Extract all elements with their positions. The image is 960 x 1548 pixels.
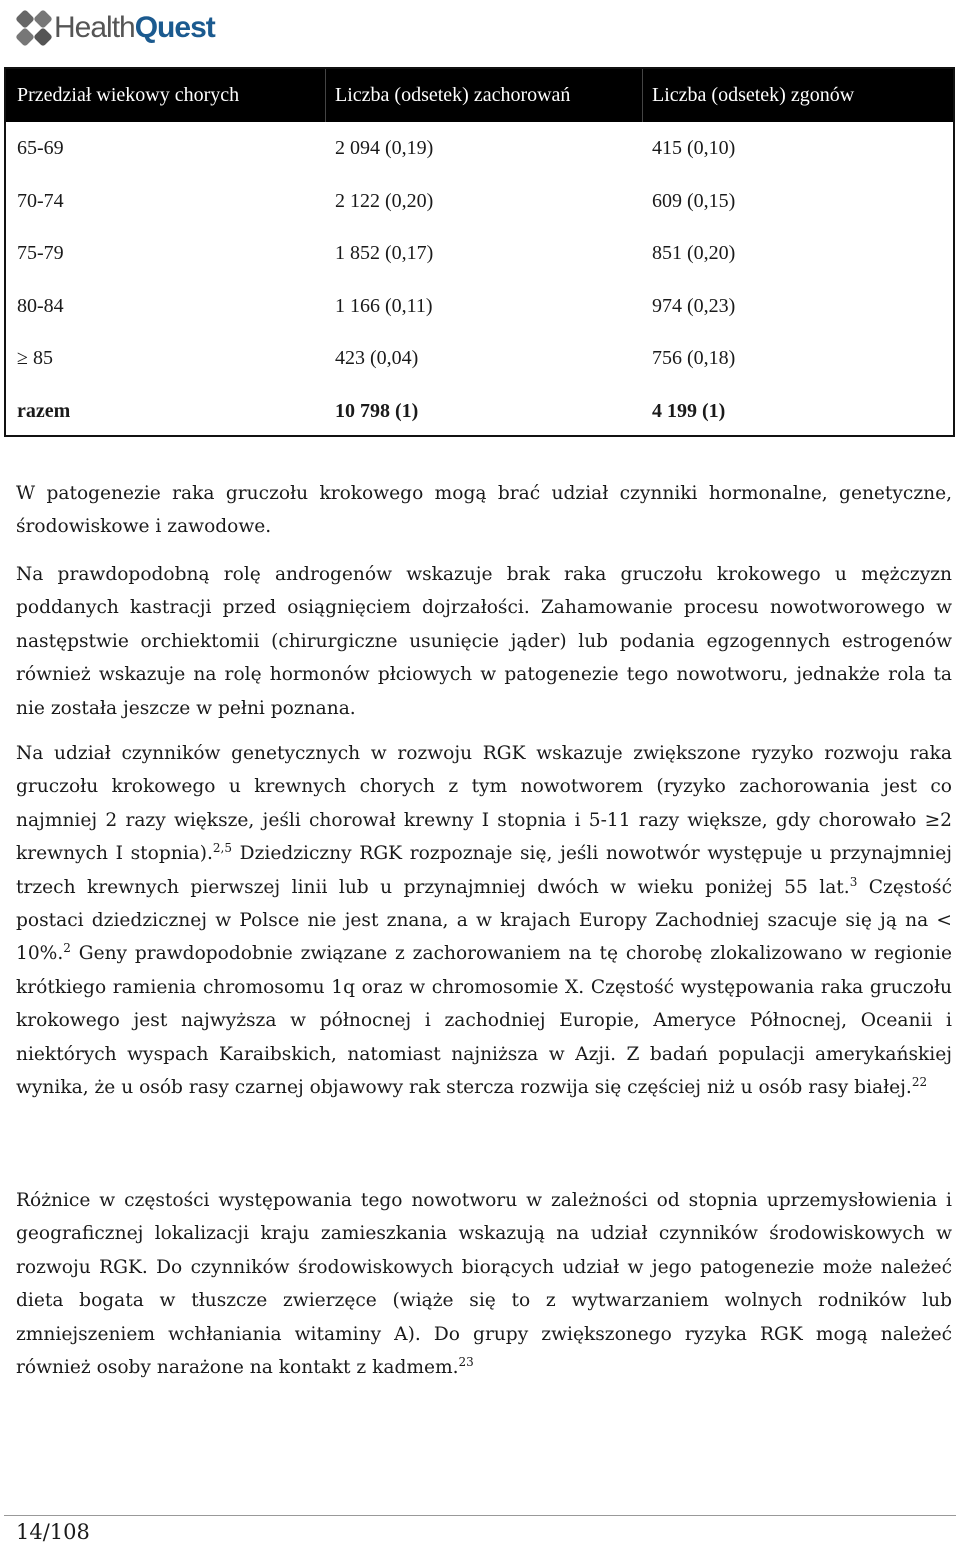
header-divider: [325, 69, 326, 122]
paragraph-text: Na udział czynników genetycznych w rozwoju RGK wskazuje zwiększone ryzyko rozwoju raka gruczołu krokowego u krewnych chorych z tym nowotworem (ryzyko zachorowania jest co najmniej 2 razy większe, jeśli chorował krewny I stopnia i 5-11 razy większe, gdy chorowało ≥2 krewnych I stopnia).: [16, 743, 952, 865]
table-row: [6, 122, 953, 175]
citation: 23: [458, 1354, 474, 1369]
cell-deaths: 415 (0,10): [652, 137, 736, 159]
logo-text-quest: Quest: [134, 11, 215, 44]
cell-incidence: 423 (0,04): [335, 347, 419, 369]
citation: 22: [911, 1074, 928, 1089]
header-age-group: Przedział wiekowy chorych: [17, 84, 240, 106]
cell-age-group: 65-69: [17, 137, 64, 159]
cell-incidence: 1 166 (0,11): [335, 295, 433, 317]
cell-deaths: 609 (0,15): [652, 190, 736, 212]
citation: 3: [849, 874, 858, 889]
paragraph-text: Różnice w częstości występowania tego nowotworu w zależności od stopnia uprzemysłowienia i geograficznej lokalizacji kraju zamieszkania wskazują na udział czynników środowiskowych w rozwoju RGK. Do czynników środowiskowych biorących udział w jego patogenezie może należeć dieta bogata w tłuszcze zwierzęce (wiąże się to z wytwarzaniem wolnych rodników lub zmniejszeniem wchłaniania witaminy A). Do grupy zwiększonego ryzyka RGK mogą należeć również osoby narażone na kontakt z kadmem.: [16, 1190, 952, 1379]
paragraph-text: Geny prawdopodobnie związane z zachorowaniem na tę chorobę zlokalizowano w regionie krótkiego ramienia chromosomu 1q oraz w chromosomie X. Częstość występowania raka gruczołu krokowego jest najwyższa w północnej i zachodniej Europie, Ameryce Północnej, Oceanii i niektórych wyspach Karaibskich, natomiast najniższa w Azji. Z badań populacji amerykańskiej wynika, że u osób rasy czarnej objawowy rak stercza rozwija się częściej niż u osób rasy białej.: [16, 943, 952, 1099]
paragraph-text: Dziedziczny RGK rozpoznaje się, jeśli nowotwór występuje u przynajmniej trzech krewnych pierwszej linii lub u przynajmniej dwóch w wieku poniżej 55 lat.: [16, 843, 952, 898]
page-number: 14/108: [16, 1520, 90, 1544]
footer-divider: [4, 1515, 956, 1516]
logo-mark-icon: [16, 10, 52, 46]
statistics-table: [4, 67, 955, 437]
healthquest-logo: [16, 10, 215, 46]
cell-incidence: 10 798 (1): [335, 400, 419, 422]
cell-age-group: razem: [17, 400, 71, 422]
cell-deaths: 974 (0,23): [652, 295, 736, 317]
paragraph-androgens: Na prawdopodobną rolę androgenów wskazuje brak raka gruczołu krokowego u mężczyzn poddanych kastracji przed osiągnięciem dojrzałości. Zahamowanie procesu nowotworowego w następstwie orchiektomii (chirurgiczne usunięcie jąder) lub podania egzogennych estrogenów również wskazuje na rolę hormonów płciowych w patogenezie tego nowotworu, jednakże rola ta nie została jeszcze w pełni poznana.: [16, 564, 952, 719]
table-row: [6, 280, 953, 333]
citation: 2,5: [212, 841, 232, 856]
cell-age-group: ≥ 85: [17, 347, 53, 369]
cell-age-group: 75-79: [17, 242, 64, 264]
cell-age-group: 80-84: [17, 295, 64, 317]
cell-deaths: 851 (0,20): [652, 242, 736, 264]
header-deaths: Liczba (odsetek) zgonów: [652, 84, 855, 106]
cell-deaths: 4 199 (1): [652, 400, 726, 422]
cell-incidence: 2 122 (0,20): [335, 190, 434, 212]
citation: 2: [63, 941, 71, 956]
table-header: [6, 69, 953, 122]
header-divider: [642, 69, 643, 122]
paragraph-text: Częstość postaci dziedzicznej w Polsce nie jest znana, a w krajach Europy Zachodniej szacuje się ją na < 10%.: [16, 876, 952, 965]
cell-deaths: 756 (0,18): [652, 347, 736, 369]
header-incidence: Liczba (odsetek) zachorowań: [335, 84, 571, 106]
paragraph-genetics: [16, 737, 952, 1104]
cell-incidence: 2 094 (0,19): [335, 137, 434, 159]
cell-incidence: 1 852 (0,17): [335, 242, 434, 264]
cell-age-group: 70-74: [17, 190, 64, 212]
logo-text: [54, 10, 215, 46]
table-row: [6, 227, 953, 280]
paragraph-environment: [16, 1184, 952, 1384]
logo-text-health: Health: [54, 11, 135, 44]
table-row: [6, 332, 953, 385]
paragraph-factors: W patogenezie raka gruczołu krokowego mogą brać udział czynniki hormonalne, genetyczne, środowiskowe i zawodowe.: [16, 483, 952, 538]
table-total-row: [6, 385, 953, 438]
table-row: [6, 175, 953, 228]
